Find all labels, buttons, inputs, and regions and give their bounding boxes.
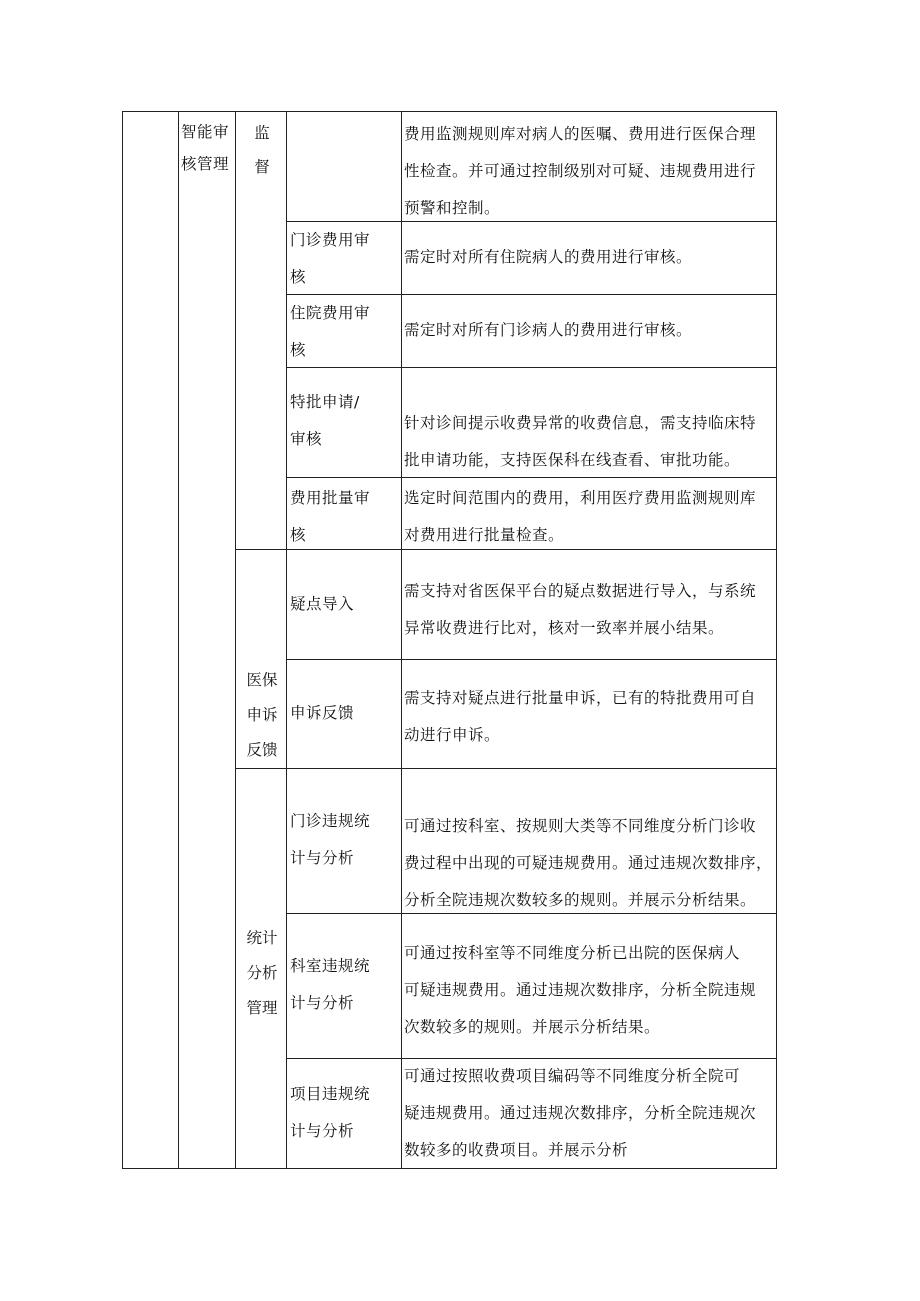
- name-line: 计与分析: [290, 849, 355, 867]
- row-desc: [404, 573, 776, 647]
- group-line: 督: [254, 158, 270, 176]
- group-line: 申诉: [246, 706, 278, 724]
- group-stats: [237, 921, 287, 1026]
- desc-line: 预警和控制。: [404, 199, 501, 217]
- name-line: 特批申请/: [290, 393, 360, 411]
- desc-line: 可通过按科室等不同维度分析已出院的医保病人: [404, 944, 741, 962]
- name-line: 核: [290, 526, 307, 544]
- name-line: 科室违规统: [290, 957, 371, 975]
- desc-line: 针对诊间提示收费异常的收费信息，需支持临床特: [404, 414, 757, 432]
- row-desc: [404, 312, 776, 349]
- desc-line: 性检查。并可通过控制级别对可疑、违规费用进行: [404, 162, 757, 180]
- desc-line: 次数较多的规则。并展示分析结果。: [404, 1018, 661, 1036]
- name-line: 住院费用审: [290, 304, 371, 322]
- group-line: 医保: [246, 671, 278, 689]
- row-name: [290, 480, 400, 554]
- module-cell: [181, 116, 237, 180]
- desc-line: 选定时间范围内的费用，利用医疗费用监测规则库: [404, 489, 757, 507]
- row-name: [290, 384, 400, 458]
- desc-line: 分析全院违规次数较多的规则。并展示分析结果。: [404, 891, 757, 909]
- row-desc: [404, 116, 776, 227]
- group-line: 反馈: [246, 741, 278, 759]
- border-col4: [401, 111, 402, 1169]
- desc-line: 可通过按科室、按规则大类等不同维度分析门诊收: [404, 817, 757, 835]
- group-line: 分析: [246, 964, 278, 982]
- desc-line: 需定时对所有住院病人的费用进行审核。: [404, 248, 693, 266]
- border-left: [122, 111, 123, 1169]
- desc-line: 需支持对省医保平台的疑点数据进行导入，与系统: [404, 582, 757, 600]
- group-line: 监: [254, 124, 270, 142]
- name-line: 费用批量审: [290, 489, 371, 507]
- name-line: 计与分析: [290, 994, 355, 1012]
- row-desc: [404, 480, 776, 554]
- row-desc: [404, 808, 776, 919]
- row-divider: [286, 659, 777, 660]
- name-line: 项目违规统: [290, 1085, 371, 1103]
- row-name: [290, 295, 400, 369]
- desc-line: 需定时对所有门诊病人的费用进行审核。: [404, 321, 693, 339]
- row-desc: [404, 935, 776, 1046]
- group-supervise: [240, 116, 284, 184]
- desc-line: 需支持对疑点进行批量申诉，已有的特批费用可自: [404, 689, 757, 707]
- desc-line: 可疑违规费用。通过违规次数排序，分析全院违规: [404, 981, 757, 999]
- name-line: 申诉反馈: [290, 704, 355, 722]
- name-line: 核: [290, 341, 307, 359]
- desc-line: 异常收费进行比对，核对一致率并展小结果。: [404, 619, 725, 637]
- row-desc: [404, 1058, 776, 1169]
- row-desc: [404, 680, 776, 754]
- group-line: 管理: [246, 999, 278, 1017]
- desc-line: 动进行申诉。: [404, 726, 501, 744]
- name-line: 审核: [290, 430, 323, 448]
- desc-line: 可通过按照收费项目编码等不同维度分析全院可: [404, 1067, 741, 1085]
- desc-line: 对费用进行批量检查。: [404, 526, 565, 544]
- row-name: [290, 586, 400, 623]
- row-desc: [404, 405, 776, 479]
- desc-line: 费过程中出现的可疑违规费用。通过违规次数排序，: [404, 854, 773, 872]
- row-name: [290, 222, 400, 296]
- module-line: 核管理: [181, 155, 230, 173]
- group-line: 统计: [246, 929, 278, 947]
- border-col1: [178, 111, 179, 1169]
- group-appeal: [237, 663, 287, 768]
- row-desc: [404, 239, 776, 276]
- border-col2: [235, 111, 236, 1169]
- desc-line: 批申请功能，支持医保科在线查看、审批功能。: [404, 451, 741, 469]
- name-line: 核: [290, 268, 307, 286]
- desc-line: 疑违规费用。通过违规次数排序，分析全院违规次: [404, 1104, 757, 1122]
- row-name: [290, 1076, 400, 1150]
- desc-line: 费用监测规则库对病人的医嘱、费用进行医保合理: [404, 125, 757, 143]
- row-name: [290, 948, 400, 1022]
- row-name: [290, 803, 400, 877]
- name-line: 门诊违规统: [290, 812, 371, 830]
- desc-line: 数较多的收费项目。并展示分析: [404, 1141, 629, 1159]
- group-divider: [235, 768, 777, 769]
- name-line: 门诊费用审: [290, 231, 371, 249]
- module-line: 智能审: [181, 123, 230, 141]
- name-line: 计与分析: [290, 1122, 355, 1140]
- border-top: [122, 111, 777, 112]
- name-line: 疑点导入: [290, 595, 355, 613]
- border-right: [776, 111, 777, 1169]
- row-name: [290, 695, 400, 732]
